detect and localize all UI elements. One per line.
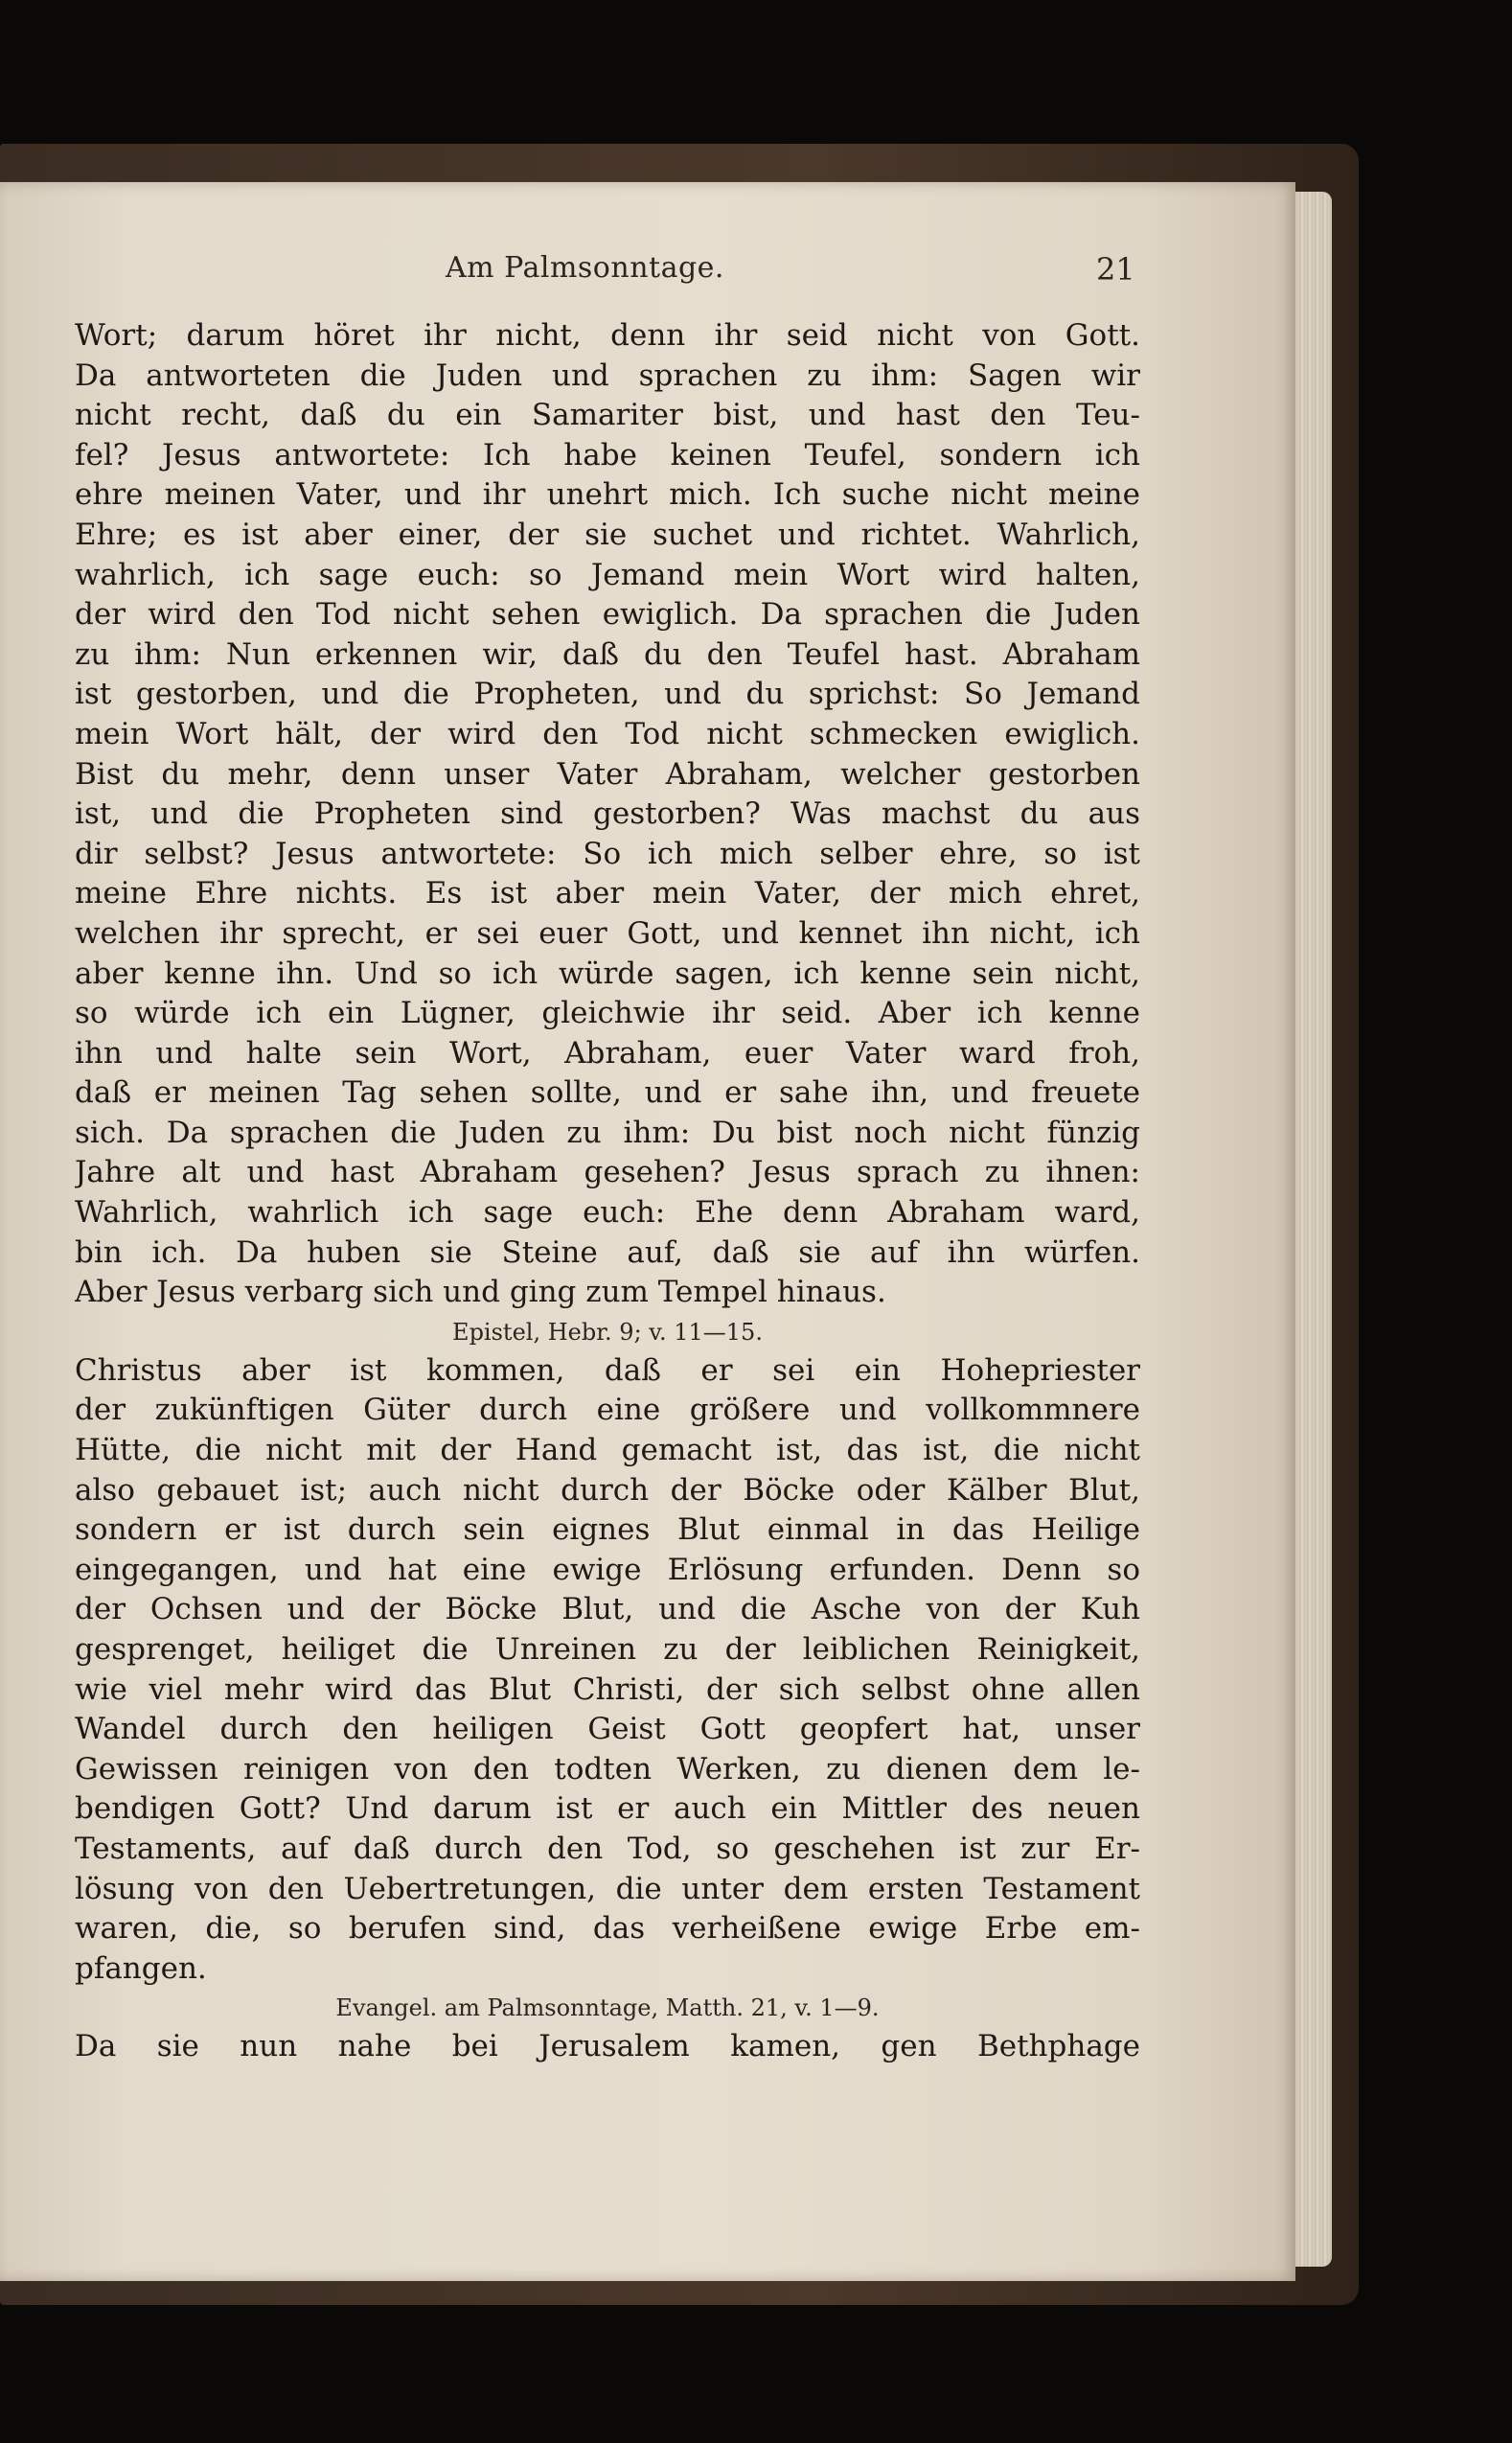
gospel-line: ehre meinen Vater, und ihr unehrt mich. Ich suche nicht meine — [75, 477, 1140, 513]
gospel-line: mein Wort hält, der wird den Tod nicht schmecken ewiglich. — [75, 716, 1140, 751]
gospel-line: bin ich. Da huben sie Steine auf, daß sie auf ihn würfen. — [75, 1234, 1140, 1270]
epistle-line: also gebauet ist; auch nicht durch der Böcke oder Kälber Blut, — [75, 1472, 1140, 1508]
gospel-line: fel? Jesus antwortete: Ich habe keinen Teufel, sondern ich — [75, 437, 1140, 472]
gospel-line: nicht recht, daß du ein Samariter bist, und hast den Teu- — [75, 398, 1140, 433]
gospel-line: wahrlich, ich sage euch: so Jemand mein Wort wird halten, — [75, 557, 1140, 592]
gospel-line: meine Ehre nichts. Es ist aber mein Vater, der mich ehret, — [75, 876, 1140, 911]
epistle-line: Testaments, auf daß durch den Tod, so geschehen ist zur Er- — [75, 1831, 1140, 1866]
epistle-line: sondern er ist durch sein eignes Blut einmal in das Heilige — [75, 1512, 1140, 1548]
running-head-title: Am Palmsonntage. — [446, 251, 724, 285]
epistle-line: lösung von den Uebertretungen, die unter dem ersten Testament — [75, 1871, 1140, 1906]
gospel-line: Wort; darum höret ihr nicht, denn ihr seid nicht von Gott. — [75, 318, 1140, 353]
epistle-line: bendigen Gott? Und darum ist er auch ein Mittler des neuen — [75, 1791, 1140, 1827]
gospel-line: Ehre; es ist aber einer, der sie suchet und richtet. Wahrlich, — [75, 517, 1140, 552]
epistle-line: pfangen. — [75, 1950, 207, 1986]
epistle-line: wie viel mehr wird das Blut Christi, der sich selbst ohne allen — [75, 1671, 1140, 1707]
gospel-line: Da antworteten die Juden und sprachen zu ihm: Sagen wir — [75, 357, 1140, 393]
gospel-heading: Evangel. am Palmsonntage, Matth. 21, v. 1—9. — [335, 1994, 880, 2022]
gospel-line: Bist du mehr, denn unser Vater Abraham, welcher gestorben — [75, 756, 1140, 792]
epistle-line: der Ochsen und der Böcke Blut, und die Asche von der Kuh — [75, 1592, 1140, 1627]
gospel-line: dir selbst? Jesus antwortete: So ich mich selber ehre, so ist — [75, 836, 1140, 871]
epistle-line: Hütte, die nicht mit der Hand gemacht ist, das ist, die nicht — [75, 1433, 1140, 1468]
epistle-line: waren, die, so berufen sind, das verheißene ewige Erbe em- — [75, 1911, 1140, 1947]
gospel-line: Wahrlich, wahrlich ich sage euch: Ehe denn Abraham ward, — [75, 1195, 1140, 1231]
final-line: Da sie nun nahe bei Jerusalem kamen, gen Bethphage — [75, 2029, 1140, 2064]
gospel-line: Aber Jesus verbarg sich und ging zum Tempel hinaus. — [75, 1275, 886, 1310]
text-block — [75, 316, 1140, 2067]
epistle-line: Wandel durch den heiligen Geist Gott geopfert hat, unser — [75, 1712, 1140, 1747]
epistle-line: gesprenget, heiliget die Unreinen zu der leiblichen Reinigkeit, — [75, 1632, 1140, 1667]
gospel-line: ist gestorben, und die Propheten, und du sprichst: So Jemand — [75, 677, 1140, 712]
running-head — [77, 251, 1135, 295]
gospel-line: zu ihm: Nun erkennen wir, daß du den Teufel hast. Abraham — [75, 636, 1140, 672]
gospel-line: ist, und die Propheten sind gestorben? Was machst du aus — [75, 796, 1140, 832]
epistle-line: Gewissen reinigen von den todten Werken, zu dienen dem le- — [75, 1751, 1140, 1786]
gospel-line: welchen ihr sprecht, er sei euer Gott, und kennet ihn nicht, ich — [75, 915, 1140, 951]
epistle-line: Christus aber ist kommen, daß er sei ein Hohepriester — [75, 1352, 1140, 1388]
gospel-line: Jahre alt und hast Abraham gesehen? Jesus sprach zu ihnen: — [75, 1155, 1140, 1190]
gospel-line: ihn und halte sein Wort, Abraham, euer Vater ward froh, — [75, 1035, 1140, 1071]
epistle-heading: Epistel, Hebr. 9; v. 11—15. — [452, 1318, 763, 1346]
epistle-line: der zukünftigen Güter durch eine größere und vollkommnere — [75, 1393, 1140, 1428]
gospel-line: so würde ich ein Lügner, gleichwie ihr seid. Aber ich kenne — [75, 996, 1140, 1031]
epistle-line: eingegangen, und hat eine ewige Erlösung erfunden. Denn so — [75, 1552, 1140, 1587]
gospel-line: aber kenne ihn. Und so ich würde sagen, ich kenne sein nicht, — [75, 956, 1140, 991]
page-number: 21 — [1096, 251, 1135, 288]
gospel-line: der wird den Tod nicht sehen ewiglich. Da sprachen die Juden — [75, 597, 1140, 633]
gospel-line: daß er meinen Tag sehen sollte, und er sahe ihn, und freuete — [75, 1075, 1140, 1111]
gospel-line: sich. Da sprachen die Juden zu ihm: Du bist noch nicht fünzig — [75, 1115, 1140, 1150]
